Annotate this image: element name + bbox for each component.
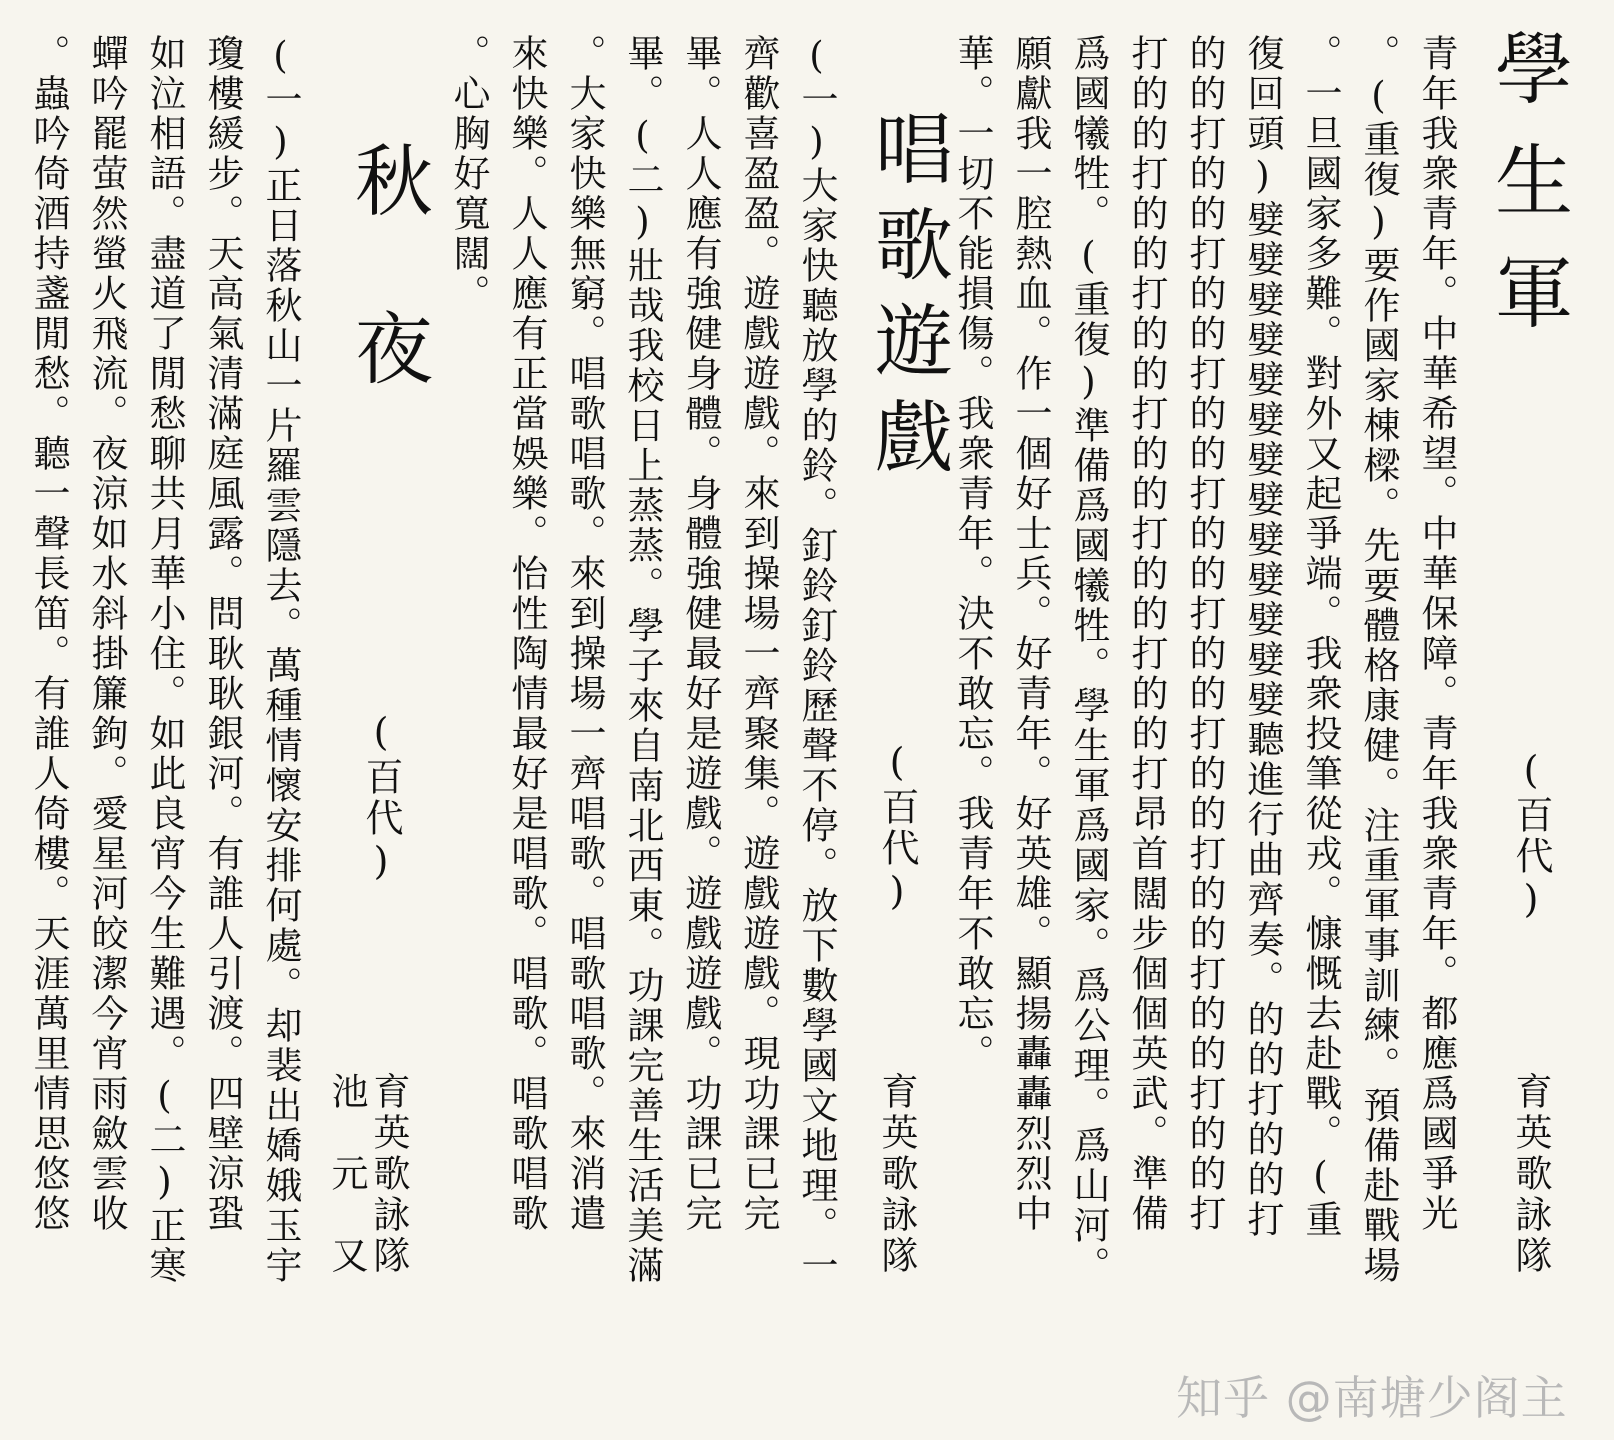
song-title: 秋夜 [342,140,432,476]
lyric-line: 畢。(二)壯哉我校日上蒸蒸。學子來自南北西東。功課完善生活美滿 [621,34,664,1286]
lyric-line: 爲國犧牲。(重復)準備爲國犧牲。學生軍爲國家。爲公理。爲山河。 [1067,34,1110,1286]
song-title: 學生軍 [1482,28,1572,364]
lyric-line: 瓊樓緩步。天高氣清滿庭風露。問耿耿銀河。有誰人引渡。四壁涼蛩 [201,34,244,1234]
lyric-line: (一)正日落秋山一片羅雲隱去。萬種情懷安排何處。却裴出嬌娥玉宇 [259,34,302,1286]
lyric-line: 。心胸好寬闊。 [447,34,490,314]
song-credit: 育英歌詠隊 [875,1072,918,1277]
song-credit: 育英歌詠隊 [1509,1072,1552,1277]
song-label: (百代) [359,710,403,886]
lyric-line: 。蟲吟倚酒持盞閒愁。聽一聲長笛。有誰人倚樓。天涯萬里情思悠悠 [27,34,70,1234]
lyric-line: 齊歡喜盈盈。遊戲遊戲。來到操場一齊聚集。遊戲遊戲。現功課已完 [737,34,780,1234]
lyric-line: 青年我衆青年。中華希望。中華保障。青年我衆青年。都應爲國爭光 [1415,34,1458,1234]
song-label: (百代) [1509,748,1553,924]
watermark-text: 知乎 @南塘少阁主 [1176,1371,1568,1425]
lyric-line: 。(重復)要作國家棟樑。先要體格康健。注重軍事訓練。預備赴戰場 [1357,34,1400,1286]
lyric-line: 的的打的的打的的打的的打的的打的的打的的打的的打的的打的的打 [1183,34,1226,1234]
song-label: (百代) [875,740,919,916]
song-credit-author: 池 元 又 [325,1072,368,1277]
lyric-line: 華。一切不能損傷。我衆青年。決不敢忘。我青年不敢忘。 [951,34,994,1074]
lyric-line: 畢。人人應有強健身體。身體強健最好是遊戲。遊戲遊戲。功課已完 [679,34,722,1234]
lyric-line: 願獻我一腔熱血。作一個好士兵。好青年。好英雄。顯揚轟轟烈烈中 [1009,34,1052,1234]
lyric-line: 蟬吟罷萤然螢火飛流。夜涼如水斜掛簾鉤。愛星河皎潔今宵雨斂雲收 [85,34,128,1234]
lyric-line: 來快樂。人人應有正當娛樂。怡性陶情最好是唱歌。唱歌。唱歌唱歌 [505,34,548,1234]
lyric-line: 打的的打的的打的的打的的打的的打的的打昂首闊步個個英武。準備 [1125,34,1168,1234]
lyric-line: 如泣相語。盡道了閒愁聊共月華小住。如此良宵今生難遇。(二)正寒 [143,34,186,1286]
lyric-line: (一)大家快聽放學的鈴。釘鈴釘鈴歷聲不停。放下數學國文地理。一 [795,34,838,1286]
lyric-line: 復回頭)嬖嬖嬖嬖嬖嬖嬖嬖嬖嬖嬖嬖嬖聽進行曲齊奏。的的打的的打 [1241,34,1284,1240]
song-title: 唱歌遊戲 [862,108,952,492]
lyric-line: 。一旦國家多難。對外又起爭端。我衆投筆從戎。慷慨去赴戰。(重 [1299,34,1342,1240]
song-credit-group: 育英歌詠隊 [367,1072,410,1277]
lyric-line: 。大家快樂無窮。唱歌唱歌。來到操場一齊唱歌。唱歌唱歌。來消遣 [563,34,606,1234]
